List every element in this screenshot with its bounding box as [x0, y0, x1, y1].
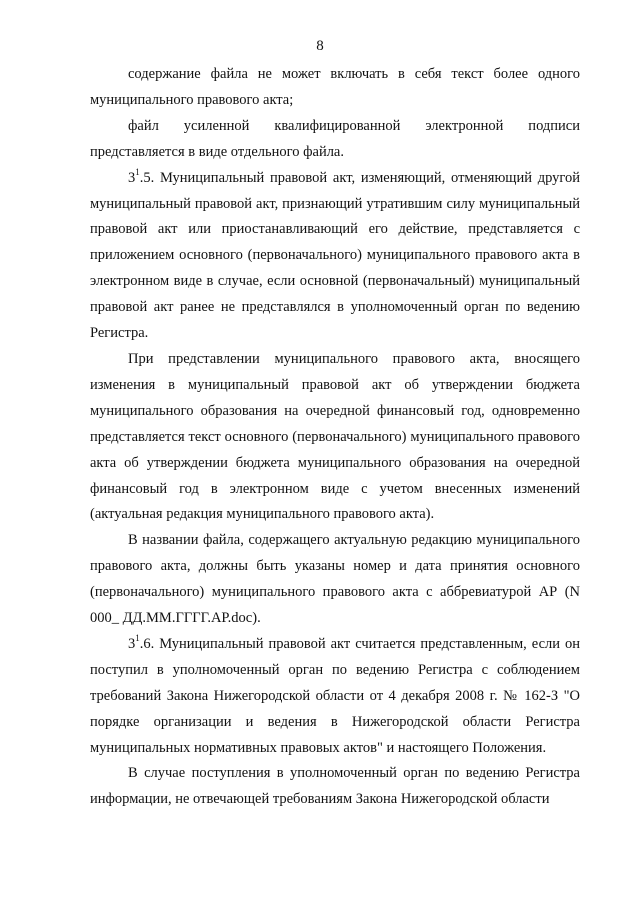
paragraph-file-name: В названии файла, содержащего актуальную редакцию муниципального правового акта, должны быть указаны номер и дата принятия основного (первоначального) муниципального правового акта с аббревиатурой АР (N 000_ ДД.ММ.ГГГГ.АР.doc). [90, 532, 580, 627]
paragraph-3-1-5 [90, 166, 580, 347]
document-body [90, 62, 580, 813]
paragraph-nonconforming-info: В случае поступления в уполномоченный орган по ведению Регистра информации, не отвечающей требованиям Закона Нижегородской области [90, 765, 580, 808]
page-number: 8 [316, 38, 324, 54]
clause-text: .5. Муниципальный правовой акт, изменяющий, отменяющий другой муниципальный правовой акт, признающий утратившим силу муниципальный правовой акт или приостанавливающий его действие, представляется с приложением основного (первоначального) муниципального правового акта в электронном виде в случае, если основной (первоначальный) муниципальный правовой акт ранее не представлялся в уполномоченный орган по ведению Регистра. [90, 169, 580, 342]
paragraph-budget-amendment: При представлении муниципального правового акта, вносящего изменения в муниципальный правовой акт об утверждении бюджета муниципального образования на очередной финансовый год, одновременно представляется текст основного (первоначального) муниципального правового акта об утверждении бюджета муниципального образования на очередной финансовый год в электронном виде с учетом внесенных изменений (актуальная редакция муниципального правового акта). [90, 350, 580, 523]
paragraph-file-content: содержание файла не может включать в себя текст более одного муниципального правового акта; [90, 66, 580, 108]
clause-superscript: 1 [135, 166, 140, 177]
clause-text: .6. Муниципальный правовой акт считается представленным, если он поступил в уполномоченный орган по ведению Регистра с соблюдением требований Закона Нижегородской области от 4 декабря 2008 г. № 162-З "О порядке организации и ведения в Нижегородской области Регистра муниципальных нормативных правовых актов" и настоящего Положения. [90, 635, 580, 756]
clause-number: 3 [128, 635, 136, 652]
clause-superscript: 1 [135, 633, 140, 644]
clause-number: 3 [128, 169, 136, 186]
paragraph-3-1-6 [90, 632, 580, 762]
paragraph-signature-file: файл усиленной квалифицированной электронной подписи представляется в виде отдельного файла. [90, 117, 580, 160]
